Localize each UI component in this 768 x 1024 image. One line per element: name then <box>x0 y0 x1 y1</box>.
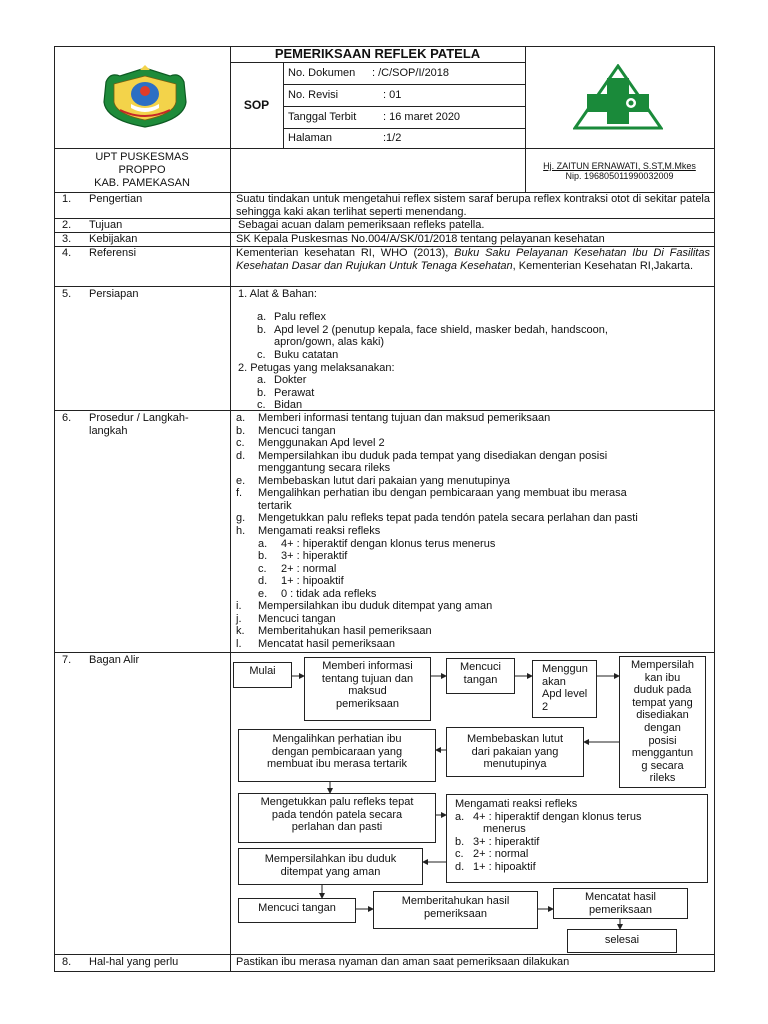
step-text: tertarik <box>258 499 292 512</box>
flow-line: perlahan dan pasti <box>291 821 383 834</box>
amati-text: 1+ : hipoaktif <box>473 860 536 873</box>
step-text: Memberi informasi tentang tujuan dan maksud pemeriksaan <box>258 412 551 424</box>
flow-line: Mengetukkan palu refleks tepat <box>260 796 414 808</box>
section-5-number: 5. <box>62 288 72 300</box>
step-text: Mengalihkan perhatian ibu dengan pembicaraan yang membuat ibu merasa <box>258 487 627 500</box>
flow-selesai-text: selesai <box>604 934 640 946</box>
amati-text: menerus <box>483 823 526 836</box>
step-marker: a. <box>258 537 268 550</box>
amati-text: 2+ : normal <box>473 848 529 861</box>
flow-selesai-box <box>567 929 677 953</box>
section-8-number: 8. <box>62 956 72 968</box>
flow-line: menutupinya <box>483 758 547 771</box>
step-text: Mencuci tangan <box>258 424 336 437</box>
flow-line: pemeriksaan <box>336 697 399 710</box>
flow-line: tentang tujuan dan <box>321 672 414 685</box>
flow-line: tangan <box>463 673 498 686</box>
list-item: Palu reflex <box>274 311 326 323</box>
meta-label-revisi: No. Revisi <box>288 89 339 101</box>
step-marker: l. <box>236 637 242 650</box>
reference-author: Kementerian kesehatan RI, WHO (2013), <box>236 247 449 259</box>
document-title: PEMERIKSAAN REFLEK PATELA <box>274 46 481 61</box>
amati-text: 4+ : hiperaktif dengan klonus terus <box>473 810 642 823</box>
flow-amati-title: Mengamati reaksi refleks <box>455 798 578 810</box>
section-8-text: Pastikan ibu merasa nyaman dan aman saat pemeriksaan dilakukan <box>236 956 570 968</box>
step-text: Membebaskan lutut dari pakaian yang menutupinya <box>258 474 510 487</box>
step-text: Memberitahukan hasil pemeriksaan <box>258 625 432 638</box>
step-text: Mencatat hasil pemeriksaan <box>258 637 395 650</box>
flow-line: Mencatat hasil <box>585 891 656 903</box>
flow-line: rileks <box>649 772 676 785</box>
step-marker: h. <box>236 524 246 537</box>
flow-mencuci-box <box>446 658 515 694</box>
section-4-number: 4. <box>62 247 72 259</box>
flow-line: dengan pembicaraan yang <box>271 745 403 758</box>
reference-publisher: , Kementerian Kesehatan RI,Jakarta. <box>512 259 694 272</box>
flow-line: pemeriksaan <box>589 903 652 916</box>
flow-line: kan ibu <box>644 671 681 684</box>
list-item: Apd level 2 (penutup kepala, face shield, masker bedah, handscoon, <box>274 324 608 336</box>
step-marker: g. <box>236 512 246 525</box>
step-marker: f. <box>236 487 243 500</box>
flow-line: duduk pada <box>633 684 692 697</box>
step-marker: b. <box>258 550 268 563</box>
flow-line: Membebaskan lutut <box>467 733 563 745</box>
flow-line: g secara <box>641 759 684 772</box>
meta-label-tanggal: Tanggal Terbit <box>288 111 357 123</box>
flow-line: ditempat yang aman <box>280 865 381 878</box>
flow-catat-box <box>553 888 688 919</box>
flow-line: membuat ibu merasa tertarik <box>267 758 407 771</box>
list-item-marker: a. <box>257 374 267 386</box>
section-2-number: 2. <box>62 219 72 231</box>
section-8-label: Hal-hal yang perlu <box>89 956 179 968</box>
flow-mulai-box <box>233 662 292 688</box>
list-item-marker: b. <box>257 324 267 336</box>
flow-beritahu-box <box>373 891 538 929</box>
flow-line: maksud <box>348 685 387 698</box>
org-line-3: KAB. PAMEKASAN <box>94 177 190 189</box>
flow-apd-box <box>532 660 597 718</box>
list-item: apron/gown, alas kaki) <box>274 336 385 348</box>
amati-marker <box>455 823 473 836</box>
section-6-label-2: langkah <box>89 425 128 437</box>
step-text: Mengamati reaksi refleks <box>258 524 381 537</box>
flow-line: posisi <box>648 734 677 747</box>
section-2-text: Sebagai acuan dalam pemeriksaan refleks patella. <box>238 219 485 231</box>
sop-label: SOP <box>243 98 270 112</box>
step-marker: e. <box>236 474 246 487</box>
amati-text: 3+ : hiperaktif <box>473 835 540 848</box>
flow-line: dengan <box>644 721 681 734</box>
flow-line: Mencuci tangan <box>258 902 336 914</box>
flow-alihkan-box <box>238 729 436 782</box>
list-item: Perawat <box>274 387 315 399</box>
flow-line: Mempersilahkan ibu duduk <box>264 853 397 865</box>
step-text: menggantung secara rileks <box>258 462 391 475</box>
flow-ketuk-box <box>238 793 436 843</box>
flow-line: Mempersilah <box>631 659 694 671</box>
step-text: 2+ : normal <box>281 562 337 575</box>
persiapan-heading-2: 2. Petugas yang melaksanakan: <box>238 362 395 374</box>
step-marker: i. <box>236 600 242 613</box>
section-2-label: Tujuan <box>89 219 123 231</box>
section-1-text: Suatu tindakan untuk mengetahui reflex sistem saraf berupa reflex kontraksi otot di sekitar patela sehingga kaki akan terlihat seperti menendang. <box>236 193 710 218</box>
step-marker: a. <box>236 412 246 424</box>
step-text: Menggunakan Apd level 2 <box>258 437 385 450</box>
step-text: 0 : tidak ada refleks <box>281 587 377 600</box>
section-7-number: 7. <box>62 654 72 666</box>
flow-bebaskan-box <box>446 727 584 777</box>
list-item: Dokter <box>274 374 307 386</box>
step-marker: c. <box>236 437 245 450</box>
flow-line: akan <box>542 675 566 688</box>
amati-marker: d. <box>455 860 465 873</box>
step-marker: c. <box>258 562 267 575</box>
flow-persilah-duduk-box <box>619 656 706 788</box>
list-item-marker: a. <box>257 311 267 323</box>
flow-line: Memberi informasi <box>322 660 413 672</box>
flow-line: disediakan <box>636 709 689 722</box>
meta-value-dokumen: : /C/SOP/I/2018 <box>372 67 450 79</box>
list-item-marker: c. <box>257 349 266 361</box>
signer-nip: Nip. 196805011990032009 <box>565 171 674 181</box>
step-text: Mencuci tangan <box>258 612 336 625</box>
org-line-2: PROPPO <box>118 164 166 176</box>
flow-line: 2 <box>542 700 549 713</box>
section-6-number: 6. <box>62 412 72 424</box>
section-3-number: 3. <box>62 233 72 245</box>
persiapan-heading-1: 1. Alat & Bahan: <box>238 288 317 300</box>
meta-value-halaman: :1/2 <box>383 132 402 144</box>
amati-marker: c. <box>455 848 464 861</box>
step-marker: d. <box>258 575 268 588</box>
amati-marker: b. <box>455 835 465 848</box>
org-line-1: UPT PUSKESMAS <box>95 151 189 163</box>
section-1-number: 1. <box>62 193 72 205</box>
reference-book-title: Buku Saku Pelayanan Kesehatan Ibu Di Fasilitas Kesehatan Dasar dan Rujukan Untuk Tenaga Kesehatan <box>236 247 710 272</box>
flow-line: pada tendón patela secara <box>271 808 403 821</box>
amati-marker: a. <box>455 810 465 823</box>
flow-line: Mencuci <box>460 661 501 673</box>
flow-line: dari pakaian yang <box>471 745 559 758</box>
step-marker: k. <box>236 625 245 638</box>
flow-line: Menggun <box>542 663 588 675</box>
list-item: Bidan <box>274 399 303 411</box>
section-7-label: Bagan Alir <box>89 654 140 666</box>
flow-line: Memberitahukan hasil <box>401 895 510 907</box>
flow-line: Apd level <box>542 688 588 701</box>
step-text: 1+ : hipoaktif <box>281 575 344 588</box>
flow-mulai-text: Mulai <box>249 665 276 677</box>
step-text: Mengetukkan palu refleks tepat pada tendón patela secara perlahan dan pasti <box>258 512 638 525</box>
signer-name: Hj. ZAITUN ERNAWATI, S.ST,M.Mkes <box>543 161 696 171</box>
section-3-label: Kebijakan <box>89 233 138 245</box>
meta-label-halaman: Halaman <box>288 132 333 144</box>
step-text: 4+ : hiperaktif dengan klonus terus menerus <box>281 537 496 550</box>
step-marker: j. <box>236 612 242 625</box>
section-6-label-1: Prosedur / Langkah- <box>89 412 189 424</box>
list-item-marker: b. <box>257 387 267 399</box>
flow-line: menggantun <box>631 747 694 760</box>
step-text: 3+ : hiperaktif <box>281 550 348 563</box>
meta-label-dokumen: No. Dokumen <box>288 67 356 79</box>
flow-line: pemeriksaan <box>424 907 487 920</box>
flow-informasi-box <box>304 657 431 721</box>
flow-mencuci2-box <box>238 898 356 923</box>
section-5-label: Persiapan <box>89 288 139 300</box>
list-item-marker: c. <box>257 399 266 411</box>
section-4-label: Referensi <box>89 247 137 259</box>
flow-amati-list <box>455 811 699 874</box>
section-1-label: Pengertian <box>89 193 143 205</box>
list-item: Buku catatan <box>274 349 339 361</box>
section-3-text: SK Kepala Puskesmas No.004/A/SK/01/2018 tentang pelayanan kesehatan <box>236 233 605 245</box>
flow-line: tempat yang <box>632 696 693 709</box>
step-text: Mempersilahkan ibu duduk pada tempat yang disediakan dengan posisi <box>258 449 608 462</box>
step-marker: b. <box>236 424 246 437</box>
flow-amati-box <box>446 794 708 883</box>
step-text: Mempersilahkan ibu duduk ditempat yang aman <box>258 600 493 613</box>
flow-persilah-aman-box <box>238 848 423 885</box>
step-marker: d. <box>236 449 246 462</box>
meta-value-revisi: : 01 <box>383 89 402 101</box>
meta-value-tanggal: : 16 maret 2020 <box>383 111 461 123</box>
flow-line: Mengalihkan perhatian ibu <box>272 733 402 745</box>
step-marker: e. <box>258 587 268 600</box>
